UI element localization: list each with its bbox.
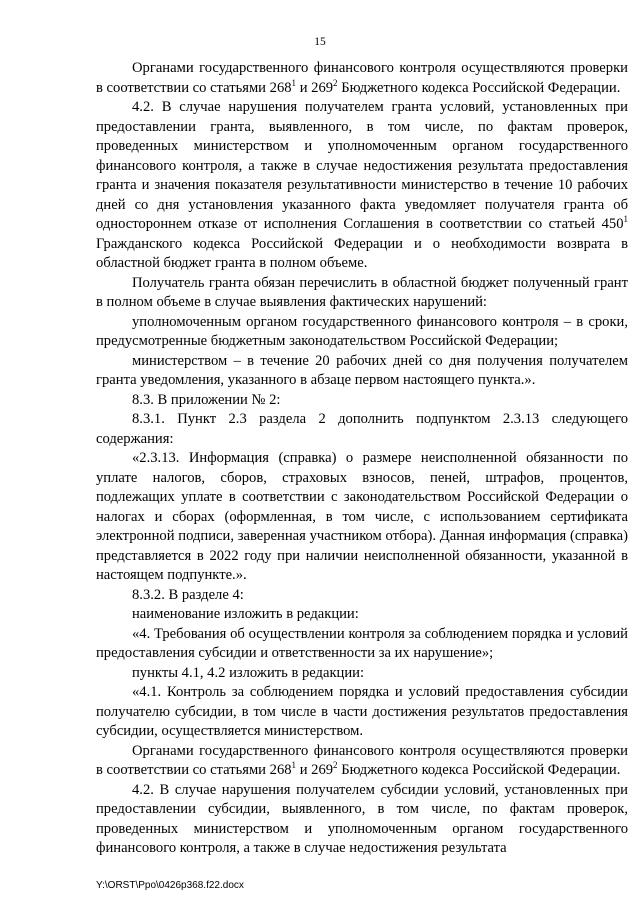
paragraph: «2.3.13. Информация (справка) о размере неисполненной обязанности по уплате налогов, сборов, страховых взносов, пеней, штрафов, процентов, подлежащих уплате в соответствии с законодательством Российской Федерации о налогах и сборах (оформленная, в том числе, с использованием сертификата электронной подписи, заверенная участником отбора). Данная информация (справка) представляется в 2022 году при наличии неисполненной обязанности, указанной в настоящем подпункте.». xyxy=(96,450,628,583)
document-body xyxy=(96,59,628,859)
paragraph: 8.3.1. Пункт 2.3 раздела 2 дополнить подпунктом 2.3.13 следующего содержания: xyxy=(96,411,628,447)
paragraph: Получатель гранта обязан перечислить в областной бюджет полученный грант в полном объеме в случае выявления фактических нарушений: xyxy=(96,274,628,310)
paragraph: 8.3.2. В разделе 4: xyxy=(132,586,244,603)
paragraph: уполномоченным органом государственного финансового контроля – в сроки, предусмотренные бюджетным законодательством Российской Федерации; xyxy=(96,313,628,349)
paragraph: «4. Требования об осуществлении контроля за соблюдением порядка и условий предоставления субсидии и ответственности за их нарушение»; xyxy=(96,625,628,661)
paragraph: Органами государственного финансового контроля осуществляются проверки в соответствии со статьями $268^1$ и $269^2$ Бюджетного кодекса Российской Федерации. xyxy=(96,742,628,778)
paragraph: наименование изложить в редакции: xyxy=(132,606,359,622)
paragraph: «4.1. Контроль за соблюдением порядка и условий предоставления субсидии получателю субсидии, в том числе в части достижения результатов предоставления субсидии, осуществляется министерством. xyxy=(96,684,628,739)
paragraph: 4.2. В случае нарушения получателем гранта условий, установленных при предоставлении гранта, выявленного, в том числе, по фактам проверок, проведенных министерством и уполномоченным органом государственного финансового контроля, а также в случае недостижения результата предоставления гранта и значения показателя результативности министерство в течение 10 рабочих дней со дня установления указанного факта уведомляет получателя гранта об одностороннем отказе от исполнения Соглашения в соответствии со статьей $450^1$ Гражданского кодекса Российской Федерации и о необходимости возврата в областной бюджет гранта в полном объеме. xyxy=(96,99,628,271)
paragraph: пункты 4.1, 4.2 изложить в редакции: xyxy=(132,664,365,681)
paragraph: министерством – в течение 20 рабочих дней со дня получения получателем гранта уведомления, указанного в абзаце первом настоящего пункта.». xyxy=(96,352,628,388)
paragraph: 4.2. В случае нарушения получателем субсидии условий, установленных при предоставлении субсидии, выявленного, в том числе, по фактам проверок, проведенных министерством и уполномоченным органом государственного финансового контроля, а также в случае недостижения результата xyxy=(96,781,628,856)
paragraph: 8.3. В приложении № 2: xyxy=(132,391,281,408)
page-number: 15 xyxy=(314,36,326,48)
paragraph: Органами государственного финансового контроля осуществляются проверки в соответствии со статьями $268^1$ и $269^2$ Бюджетного кодекса Российской Федерации. xyxy=(96,60,628,96)
file-path-footer: Y:\ORST\Ppo\0426p368.f22.docx xyxy=(96,880,244,891)
